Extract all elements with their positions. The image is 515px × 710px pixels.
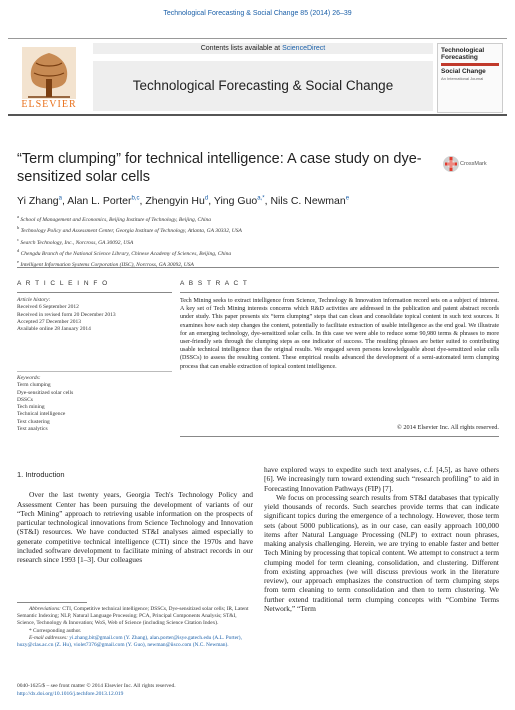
cover-title-line1: Technological Forecasting bbox=[441, 47, 485, 61]
author-list: Yi Zhang$^a$, Alan L. Porter$^{b,c}$, Zhengyin Hu$^d$, Ying Guo$^{a,*}$, Nils C. Newman$^e$ bbox=[17, 195, 350, 207]
email-links[interactable]: yi.zhang.bit@gmail.com (Y. Zhang), alan.porter@isye.gatech.edu (A.L. Porter), huzy@clas.ac.cn (Z. Hu), violet7376@gmail.com (Y. Guo), newman@iisco.com (N.C. Newman). bbox=[17, 634, 242, 649]
cover-title-line2: Social Change bbox=[441, 68, 486, 75]
footnotes bbox=[17, 606, 253, 649]
history-item: Received 6 September 2012 bbox=[17, 304, 79, 311]
section-divider bbox=[17, 267, 499, 268]
email-addresses: E-mail addresses: yi.zhang.bit@gmail.com (Y. Zhang), alan.porter@isye.gatech.edu (A.L. Porter), huzy@clas.ac.cn (Z. Hu), violet7376@gmail.com (Y. Guo), newman@iisco.com (N.C. Newman). bbox=[17, 634, 242, 649]
affiliation-item: $^c$ Search Technology, Inc., Norcross, GA 30092, USA bbox=[17, 236, 134, 246]
keyword-item[interactable]: Text analytics bbox=[17, 426, 48, 433]
journal-cover-thumbnail[interactable] bbox=[437, 43, 503, 113]
journal-masthead bbox=[8, 38, 507, 116]
author-2[interactable]: Alan L. Porter$^{b,c}$ bbox=[67, 195, 140, 207]
cover-subtitle: An International Journal bbox=[441, 76, 484, 81]
author-3[interactable]: Zhengyin Hu$^d$ bbox=[145, 195, 209, 207]
abstract-copyright: © 2014 Elsevier Inc. All rights reserved. bbox=[396, 424, 499, 431]
abstract-text: Tech Mining seeks to extract intelligence from Science, Technology & Innovation information record sets on a subject of interest. A key set of Tech Mining interests concerns which R&D activities are addressed in the publication and patent abstract records under study. This paper presents six “term clumping” steps that can clean and consolidate topical content in such text sources. It examines how each step changes the content, potentially to facilitate extraction of usable intelligence as the end goal. We illustrate for an emerging technology, dye-sensitized solar cells. In this case we were able to reduce some 90,980 terms & phrases to more user-friendly sets through the clumping steps as one indicator of success. The resulting phrases are better suited to contributing usable technical intelligence than the original results. We engaged seven persons knowledgeable about dye-sensitized solar cells (DSSCs) to assess the resulting content. These empirical results advanced the development of a semi-automated term clumping process that can enable extraction of topical content intelligence. bbox=[180, 298, 499, 370]
section-heading-introduction: 1. Introduction bbox=[17, 470, 65, 479]
journal-title[interactable]: Technological Forecasting & Social Change bbox=[93, 61, 433, 111]
article-info-rule bbox=[17, 292, 172, 293]
history-label: Article history: bbox=[17, 297, 51, 303]
author-4[interactable]: Ying Guo$^{a,*}$ bbox=[213, 195, 265, 207]
footnote-rule bbox=[17, 602, 87, 603]
keyword-item[interactable]: Text clustering bbox=[17, 418, 50, 425]
doi-link[interactable]: http://dx.doi.org/10.1016/j.techfore.2013.12.019 bbox=[17, 690, 124, 697]
affiliation-item: $^b$ Technology Policy and Assessment Center, Georgia Institute of Technology, Atlanta, GA 30332, USA bbox=[17, 225, 242, 235]
abstract-heading: A B S T R A C T bbox=[180, 280, 249, 287]
sciencedirect-link[interactable]: ScienceDirect bbox=[282, 45, 326, 52]
abbreviations-note: Abbreviations: CTI, Competitive technical intelligence; DSSCs, Dye-sensitized solar cells; IR, Latent Semantic Indexing; NLP, Natural Language Processing; PCA, Principal Components Analysis; ST&I, Science, Technology & Innovation; WoS, Web of Science (including Science Citation Index). bbox=[17, 606, 249, 627]
left-column bbox=[17, 470, 253, 564]
abstract-bottom-rule bbox=[180, 436, 499, 437]
corresponding-author-note: * Corresponding author. bbox=[29, 627, 82, 634]
publisher-name: ELSEVIER bbox=[21, 99, 77, 110]
affiliation-item: $^e$ Intelligent Information Systems Corporation (IISC), Norcross, GA 30092, USA bbox=[17, 259, 194, 269]
article-info-heading: A R T I C L E I N F O bbox=[17, 280, 109, 287]
article-history bbox=[17, 297, 172, 333]
history-item: Available online 28 January 2014 bbox=[17, 326, 91, 333]
crossmark-label[interactable]: CrossMark bbox=[460, 161, 487, 167]
keyword-item[interactable]: DSSCs bbox=[17, 396, 33, 403]
contents-prefix: Contents lists available at bbox=[200, 45, 283, 52]
history-item: Received in revised form 20 December 2013 bbox=[17, 311, 116, 318]
author-5[interactable]: Nils C. Newman$^e$ bbox=[270, 195, 350, 207]
affiliation-item: $^d$ Chengdu Branch of the National Science Library, Chinese Academy of Sciences, Beijing, China bbox=[17, 247, 232, 257]
author-1[interactable]: Yi Zhang$^a$ bbox=[17, 195, 62, 207]
paper-title: “Term clumping” for technical intelligence: A case study on dye-sensitized solar cells bbox=[17, 151, 422, 185]
history-item: Accepted 27 December 2013 bbox=[17, 318, 81, 325]
keyword-item[interactable]: Dye-sensitized solar cells bbox=[17, 389, 74, 396]
cover-accent-bar bbox=[441, 63, 499, 66]
journal-reference[interactable]: Technological Forecasting & Social Change 85 (2014) 26–39 bbox=[163, 10, 352, 17]
body-paragraph: We focus on processing search results from ST&I databases that typically yield thousands of records. Such searches provide terms that can indicate significant topics during the emergence of a technology. However, those term sets (about 5000 publications), as in our case, can easily approach 100,000 items after Natural Language Processing (NLP) to extract noun phrases, making analysis challenging. Herein, we are trying to enable faster and better Tech Mining by processing that topical content. We attempt to construct a term clumping model for term cleaning, consolidation, and clustering. Different from existing approaches (we will discuss previous work in the literature review), our approach emphasizes the construction of term clumping steps from term cleaning to term consolidation and then to term clustering. We further extend traditional term clumping concepts with “Combine Terms Network,” “Term bbox=[264, 492, 499, 613]
contents-available-line bbox=[93, 43, 433, 54]
keywords bbox=[17, 375, 172, 433]
keyword-item[interactable]: Technical intelligence bbox=[17, 411, 66, 418]
front-matter-footer bbox=[17, 683, 317, 698]
right-column bbox=[264, 465, 499, 613]
abstract-rule bbox=[180, 292, 499, 293]
body-paragraph: have explored ways to expedite such text analyses, c.f. [4,5], as have others [6]. We increasingly turn toward extending such “research profiling” to aid in Forecasting Innovation Pathways (FIP) [7]. bbox=[264, 465, 499, 493]
affiliations bbox=[17, 213, 497, 270]
keywords-rule bbox=[17, 371, 172, 372]
issn-line: 0040-1625/$ – see front matter © 2014 Elsevier Inc. All rights reserved. bbox=[17, 683, 176, 689]
affiliation-item: $^a$ School of Management and Economics, Beijing Institute of Technology, Beijing, China bbox=[17, 214, 211, 223]
intro-paragraph: Over the last twenty years, Georgia Tech's Technology Policy and Assessment Center has been pursuing the development of variants of our “Tech Mining” approach to retrieving usable information on the prospects of particular technological innovations from Science Technology and Innovation (ST&I) resources. We have conducted ST&I analyses aimed especially to generate competitive technical intelligence (CTI) since the 1970s and have included software development to facilitate mining of abstract records in our research since 1993 [1–3]. Our colleagues bbox=[17, 490, 253, 564]
keyword-item[interactable]: Tech mining bbox=[17, 404, 45, 411]
keywords-label: Keywords: bbox=[17, 375, 41, 381]
keyword-item[interactable]: Term clumping bbox=[17, 382, 51, 389]
